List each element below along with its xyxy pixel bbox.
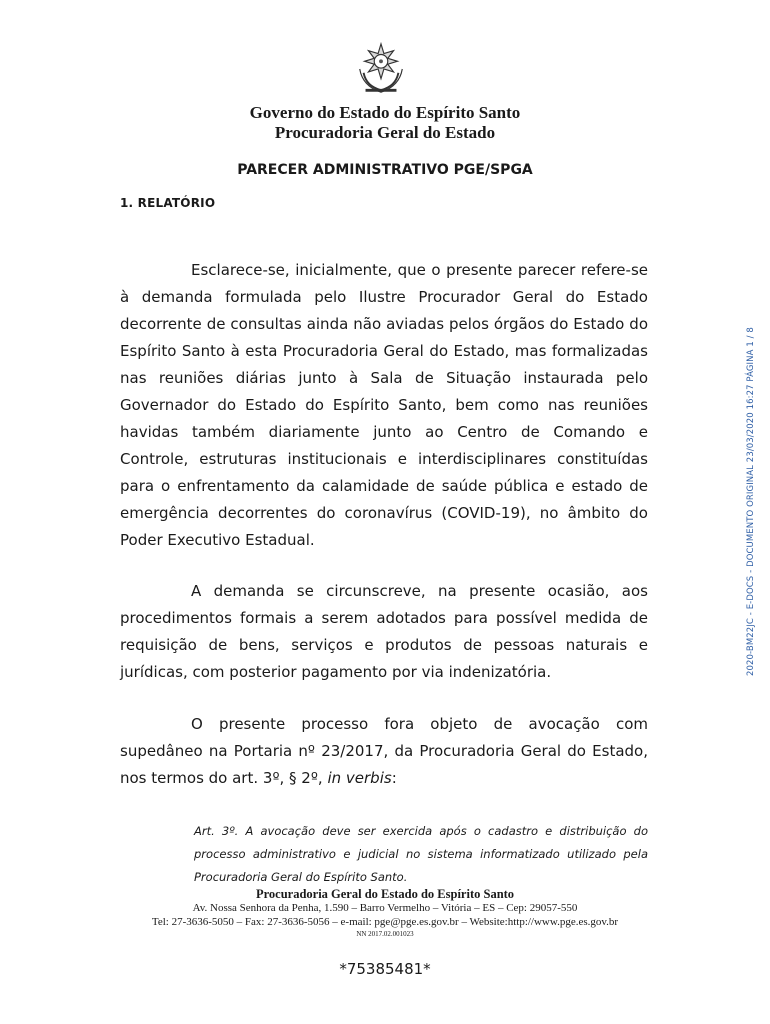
footer-org: Procuradoria Geral do Estado do Espírito Santo <box>255 887 515 901</box>
paragraph-3 <box>120 711 648 792</box>
government-name: Governo do Estado do Espírito Santo <box>249 103 521 122</box>
paragraph-2 <box>120 578 648 686</box>
legal-quote: Art. 3º. A avocação deve ser exercida após o cadastro e distribuição do processo administrativo e judicial no sistema informatizado utilizado pela Procuradoria Geral do Espírito Santo. <box>194 824 648 884</box>
agency-name: Procuradoria Geral do Estado <box>274 123 496 142</box>
paragraph-3-tail: : <box>391 769 397 787</box>
coat-of-arms-icon <box>352 40 410 98</box>
document-title: PARECER ADMINISTRATIVO PGE/SPGA <box>237 162 533 178</box>
paragraph-3-emphasis: in verbis <box>327 769 392 787</box>
paragraph-1-text: Esclarece-se, inicialmente, que o presente parecer refere-se à demanda formulada pelo Ilustre Procurador Geral do Estado decorrente de consultas ainda não aviadas pelos órgãos do Estado do Espírito Santo à esta Procuradoria Geral do Estado, mas formalizadas nas reuniões diárias junto à Sala de Situação instaurada pelo Governador do Estado do Espírito Santo, bem como nas reuniões havidas também diariamente junto ao Centro de Comando e Controle, estruturas institucionais e interdisciplinares constituídas para o enfrentamento da calamidade de saúde pública e estado de emergência decorrentes do coronavírus (COVID-19), no âmbito do Poder Executivo Estadual. <box>120 261 648 549</box>
side-stamp: 2020-BM22JC - E-DOCS - DOCUMENTO ORIGINAL 23/03/2020 16:27 PÁGINA 1 / 8 <box>746 327 756 676</box>
section-title: 1. RELATÓRIO <box>120 196 216 210</box>
barcode-text: *75385481* <box>339 960 431 978</box>
paragraph-2-text: A demanda se circunscreve, na presente ocasião, aos procedimentos formais a serem adotados para possível medida de requisição de bens, serviços e produtos de pessoas naturais e jurídicas, com posterior pagamento por via indenizatória. <box>120 582 648 681</box>
paragraph-3-text: O presente processo fora objeto de avocação com supedâneo na Portaria nº 23/2017, da Procuradoria Geral do Estado, nos termos do art. 3º, § 2º, <box>120 715 648 787</box>
footer-address: Av. Nossa Senhora da Penha, 1.590 – Barro Vermelho – Vitória – ES – Cep: 29057-550 <box>192 902 578 914</box>
footer-code: NN 2017.02.001023 <box>356 930 414 938</box>
paragraph-1 <box>120 257 648 554</box>
footer-contact: Tel: 27-3636-5050 – Fax: 27-3636-5056 – e-mail: pge@pge.es.gov.br – Website:http://www.pge.es.gov.br <box>151 916 619 928</box>
